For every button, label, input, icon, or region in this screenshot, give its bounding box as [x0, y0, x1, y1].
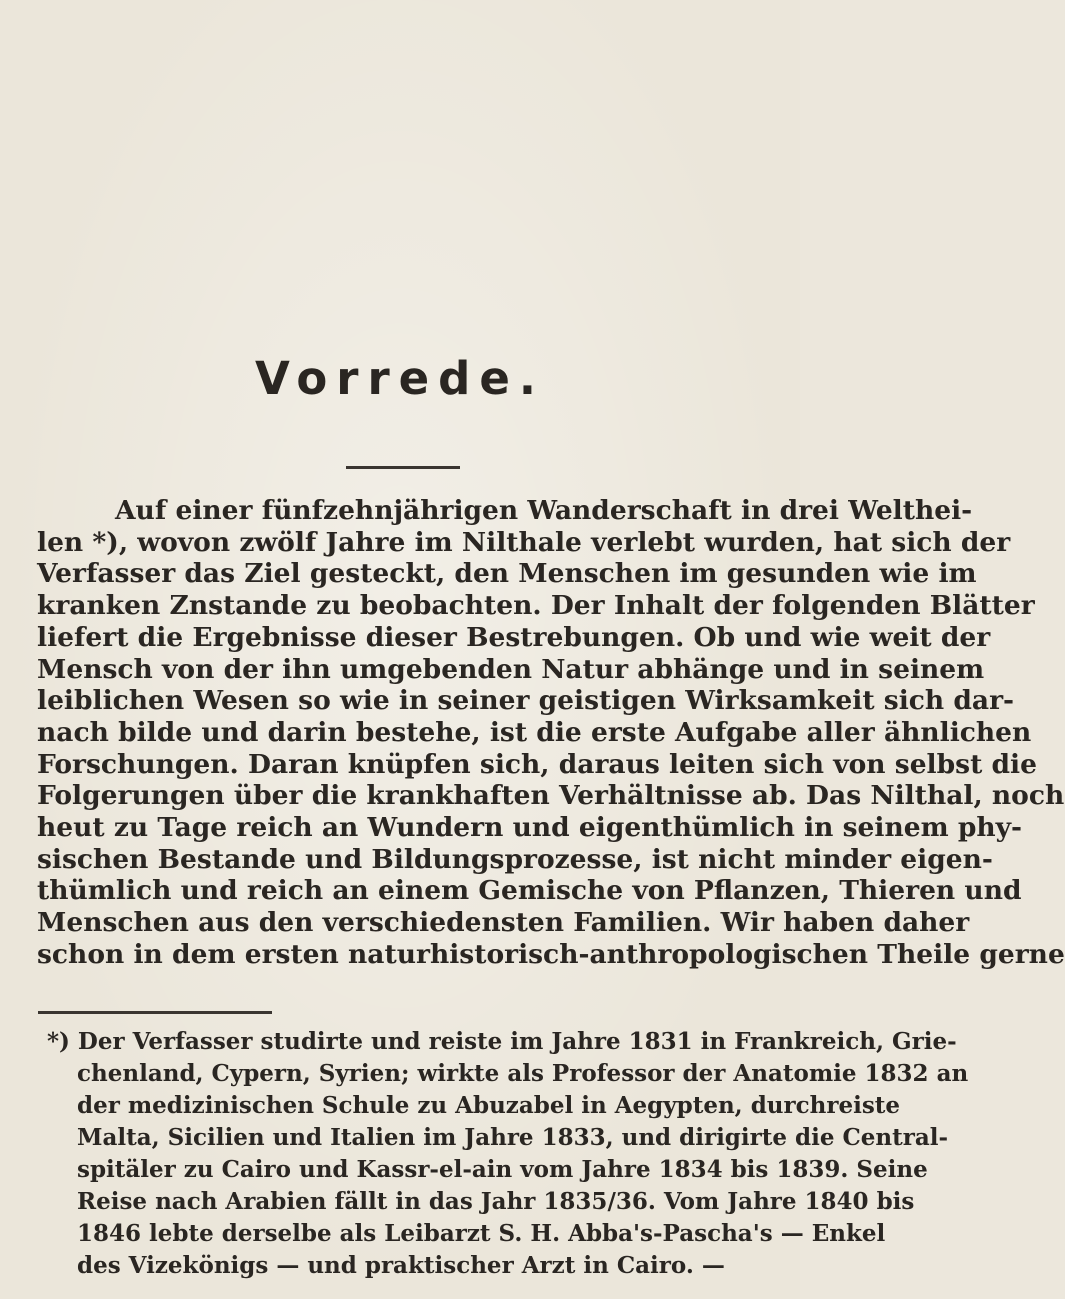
footnote-line: spitäler zu Cairo und Kassr-el-ain vom Jahre 1834 bis 1839. Seine	[77, 1156, 928, 1183]
title-divider	[346, 466, 460, 469]
text-line: Verfasser das Ziel gesteckt, den Menschen im gesunden wie im	[37, 558, 977, 590]
text-line: Auf einer fünfzehnjährigen Wanderschaft in drei Welthei-	[115, 495, 973, 526]
page-title: Vorrede.	[254, 352, 545, 405]
footnote-line: Malta, Sicilien und Italien im Jahre 1833, und dirigirte die Central-	[77, 1124, 949, 1151]
footnote	[47, 1026, 969, 1282]
footnote-line: 1846 lebte derselbe als Leibarzt S. H. Abba's-Pascha's — Enkel	[77, 1220, 886, 1247]
text-line: Forschungen. Daran knüpfen sich, daraus leiten sich von selbst die	[37, 748, 1037, 780]
footnote-divider	[38, 1011, 272, 1014]
text-line: thümlich und reich an einem Gemische von Pflanzen, Thieren und	[37, 875, 1022, 907]
text-line: kranken Znstande zu beobachten. Der Inhalt der folgenden Blätter	[37, 590, 1035, 622]
text-line: nach bilde und darin bestehe, ist die erste Aufgabe aller ähnlichen	[37, 716, 1032, 748]
text-line: len *), wovon zwölf Jahre im Nilthale verlebt wurden, hat sich der	[37, 526, 1011, 558]
text-line: Folgerungen über die krankhaften Verhältnisse ab. Das Nilthal, noch	[37, 780, 1065, 812]
text-line: Mensch von der ihn umgebenden Natur abhänge und in seinem	[37, 653, 985, 685]
text-line: schon in dem ersten naturhistorisch-anthropologischen Theile gerne	[37, 938, 1065, 970]
footnote-line: der medizinischen Schule zu Abuzabel in Aegypten, durchreiste	[77, 1092, 901, 1119]
text-line: sischen Bestande und Bildungsprozesse, ist nicht minder eigen-	[37, 843, 993, 875]
footnote-line: *) Der Verfasser studirte und reiste im Jahre 1831 in Frankreich, Grie-	[47, 1028, 957, 1055]
main-text	[37, 495, 1065, 971]
text-line: Menschen aus den verschiedensten Familien. Wir haben daher	[37, 907, 970, 939]
footnote-line: Reise nach Arabien fällt in das Jahr 1835/36. Vom Jahre 1840 bis	[77, 1188, 915, 1215]
text-line: liefert die Ergebnisse dieser Bestrebungen. Ob und wie weit der	[37, 621, 991, 653]
text-line: leiblichen Wesen so wie in seiner geistigen Wirksamkeit sich dar-	[37, 685, 1015, 717]
footnote-line: des Vizekönigs — und praktischer Arzt in Cairo. —	[77, 1252, 725, 1279]
text-line: heut zu Tage reich an Wundern und eigenthümlich in seinem phy-	[37, 812, 1023, 844]
footnote-line: chenland, Cypern, Syrien; wirkte als Professor der Anatomie 1832 an	[77, 1060, 969, 1087]
